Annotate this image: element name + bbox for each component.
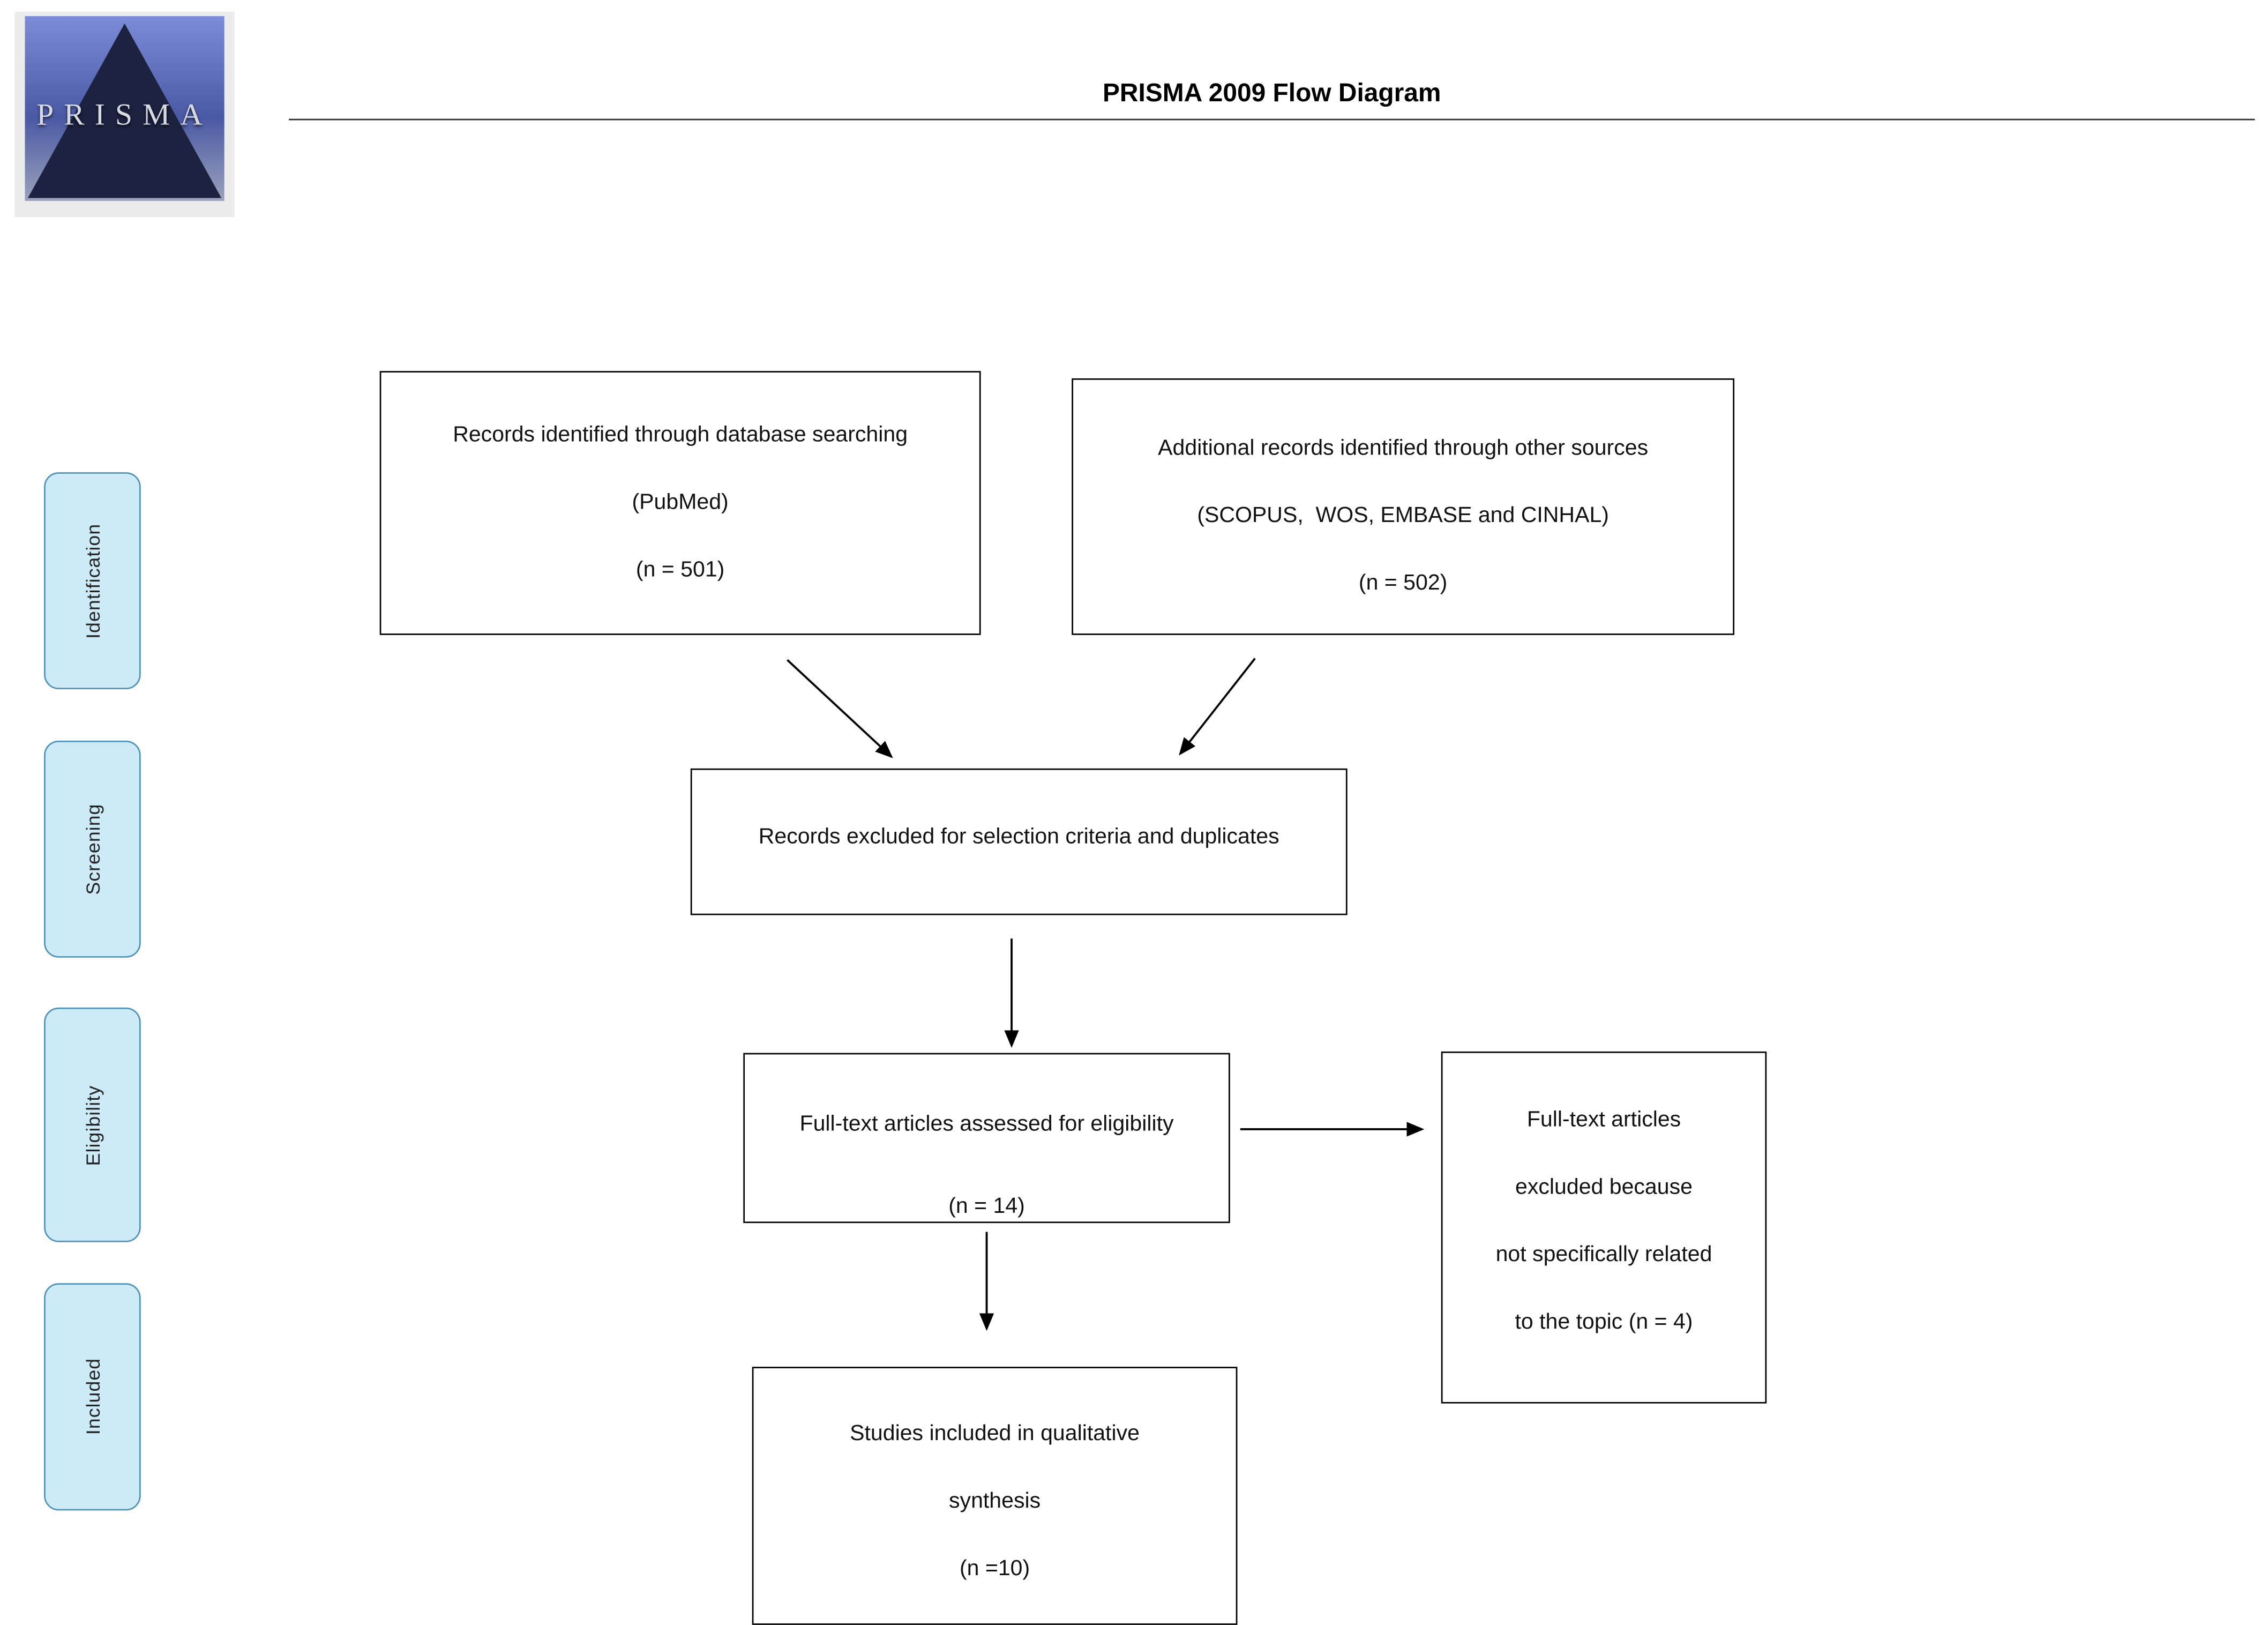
stage-included [44, 1283, 141, 1510]
node-text-line: (n = 502) [1358, 570, 1448, 595]
node-text-line: Full-text articles assessed for eligibility [799, 1112, 1174, 1137]
node-text-line: Studies included in qualitative [850, 1421, 1140, 1446]
node-qualitative-synthesis [752, 1367, 1238, 1625]
node-fulltext-assessed [743, 1053, 1230, 1223]
stage-eligibility [44, 1008, 141, 1242]
arrow-other-sources-to-excluded [1180, 659, 1255, 754]
node-text-line: (n =10) [959, 1556, 1030, 1581]
node-text-line: excluded because [1515, 1174, 1693, 1200]
header-divider [289, 119, 2255, 121]
node-additional-records [1072, 378, 1734, 635]
node-fulltext-excluded [1441, 1052, 1767, 1404]
node-text-line: Records identified through database searching [453, 422, 908, 448]
page-title: PRISMA 2009 Flow Diagram [1102, 78, 1441, 107]
prisma-logo-text: PRISMA [36, 96, 213, 132]
node-records-excluded [691, 769, 1348, 915]
stage-identification [44, 472, 141, 689]
node-text-line: to the topic (n = 4) [1515, 1309, 1693, 1335]
node-text-line: (SCOPUS, WOS, EMBASE and CINHAL) [1197, 503, 1609, 528]
node-text-line: Additional records identified through other sources [1158, 435, 1649, 461]
stage-included-label: Included [81, 1358, 103, 1435]
stage-screening-label: Screening [81, 803, 103, 895]
arrow-database-to-excluded [787, 660, 891, 757]
stage-identification-label: Identification [81, 523, 103, 639]
node-text-line: (n = 501) [635, 557, 725, 583]
node-records-database-search [380, 371, 981, 635]
stage-screening [44, 741, 141, 958]
node-text-line: not specifically related [1495, 1242, 1712, 1268]
node-text-line: synthesis [949, 1488, 1041, 1514]
prisma-logo [14, 12, 234, 217]
node-text-line: Records excluded for selection criteria and duplicates [758, 824, 1279, 849]
node-text-line: Full-text articles [1526, 1107, 1681, 1132]
stage-eligibility-label: Eligibility [81, 1084, 103, 1165]
node-text-line: (PubMed) [632, 489, 729, 515]
node-text-line: (n = 14) [948, 1194, 1025, 1219]
